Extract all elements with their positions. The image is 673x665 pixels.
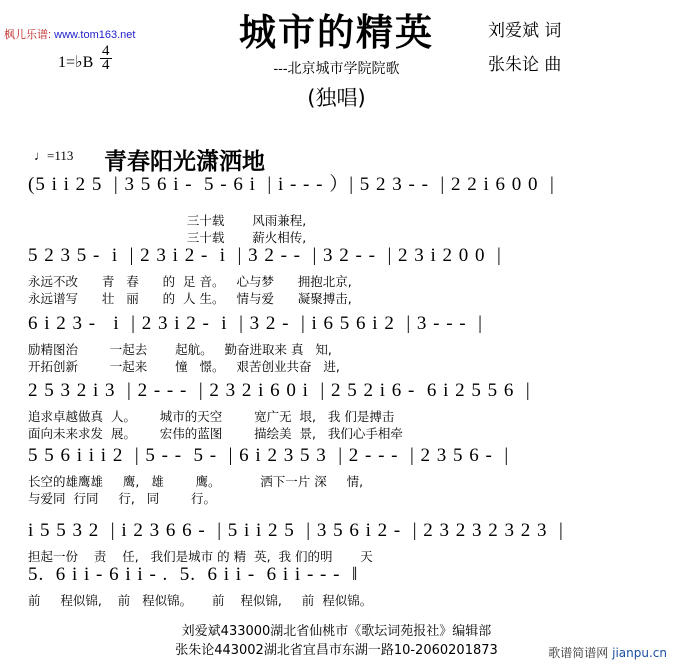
lyric-line: 面向未来求发 展。 宏伟的蓝图 描绘美 景, 我们心手相牵 — [28, 426, 403, 441]
watermark-right-site: jianpu.cn — [612, 646, 667, 660]
lyric-line: 励精图治 一起去 起航。 勤奋进取来 真 知, — [28, 342, 332, 357]
notation-line: 5 5 6 i i i 2 | 5 - - 5 - | 6 i 2 3 5 3 | 2 - - - | 2 3 5 6 - | — [28, 445, 510, 466]
notation-line: (5 i i 2 5 | 3 5 6 i - 5 - 6 i | i - - - ）| 5 2 3 - - | 2 2 i 6 0 0 | — [28, 174, 555, 195]
page-subtitle: ---北京城市学院院歌 — [273, 60, 400, 76]
notation-line: i 5 5 3 2 | i 2 3 6 6 - | 5 i i 2 5 | 3 5 6 i 2 - | 2 3 2 3 2 3 2 3 | — [28, 520, 564, 541]
lyric-line: 三十载 薪火相传, — [28, 230, 307, 245]
lyric-line: 与爱同 行同 行, 同 行。 — [28, 491, 216, 506]
watermark-left-prefix: 枫儿乐谱: — [4, 29, 52, 41]
music-system — [28, 518, 648, 565]
lyric-line: 长空的雄鹰雄 鹰, 雄 鹰。 洒下一片 深 情, — [28, 474, 364, 489]
lyricist-credit: 刘爱斌 词 — [488, 21, 562, 41]
lyric-line: 担起一份 责 任, 我们是城市 的 精 英, 我 们的明 天 — [28, 549, 373, 564]
music-system — [28, 243, 648, 307]
watermark-right — [548, 644, 667, 661]
lyric-line: 追求卓越做真 人。 城市的天空 宽广无 垠, 我 们是搏击 — [28, 409, 395, 424]
music-system — [28, 378, 648, 442]
time-signature-denominator: 4 — [102, 57, 110, 73]
footer-contact-composer: 张朱论443002湖北省宜昌市东湖一路10-2060201873 — [175, 643, 498, 658]
notation-line: 5 2 3 5 - i | 2 3 i 2 - i | 3 2 - - | 3 2 - - | 2 3 i 2 0 0 | — [28, 245, 502, 266]
section-heading: 青春阳光潇洒地 — [104, 149, 265, 175]
notation-line: 6 i 2 3 - i | 2 3 i 2 - i | 3 2 - | i 6 5 6 i 2 | 3 - - - | — [28, 313, 483, 334]
lyric-line: 永远谱写 壮 丽 的 人 生。 情与爱 凝聚搏击, — [28, 291, 352, 306]
notation-line: 2 5 3 2 i 3 | 2 - - - | 2 3 2 i 6 0 i | 2 5 2 i 6 - 6 i 2 5 5 6 | — [28, 380, 531, 401]
watermark-right-text: 歌谱简谱网 — [548, 646, 609, 660]
lyric-line: 三十载 风雨兼程, — [28, 213, 307, 228]
music-system — [28, 443, 648, 507]
lyric-line: 永远不改 青 春 的 足 音。 心与梦 拥抱北京, — [28, 274, 352, 289]
lyric-line: 开拓创新 一起来 憧 憬。 艰苦创业共奋 进, — [28, 359, 340, 374]
notation-line: 5. 6 i i - 6 i i - . 5. 6 i i - 6 i i - - - ‖ — [28, 564, 359, 585]
music-system — [28, 172, 648, 246]
key-signature: 1=♭B — [58, 54, 94, 71]
music-system — [28, 311, 648, 375]
composer-credit: 张朱论 曲 — [488, 55, 562, 75]
watermark-left-url: www.tom163.net — [54, 29, 136, 41]
time-signature — [100, 45, 112, 72]
tempo-marking: ♩=113 — [34, 148, 74, 163]
time-signature-numerator: 4 — [102, 43, 110, 59]
performance-type: (独唱) — [307, 86, 366, 110]
footer-contact-lyricist: 刘爱斌433000湖北省仙桃市《歌坛词苑报社》编辑部 — [181, 624, 492, 639]
music-system — [28, 562, 648, 609]
lyric-line: 前 程似锦, 前 程似锦。 前 程似锦, 前 程似锦。 — [28, 593, 373, 608]
page-title: 城市的精英 — [239, 11, 434, 54]
